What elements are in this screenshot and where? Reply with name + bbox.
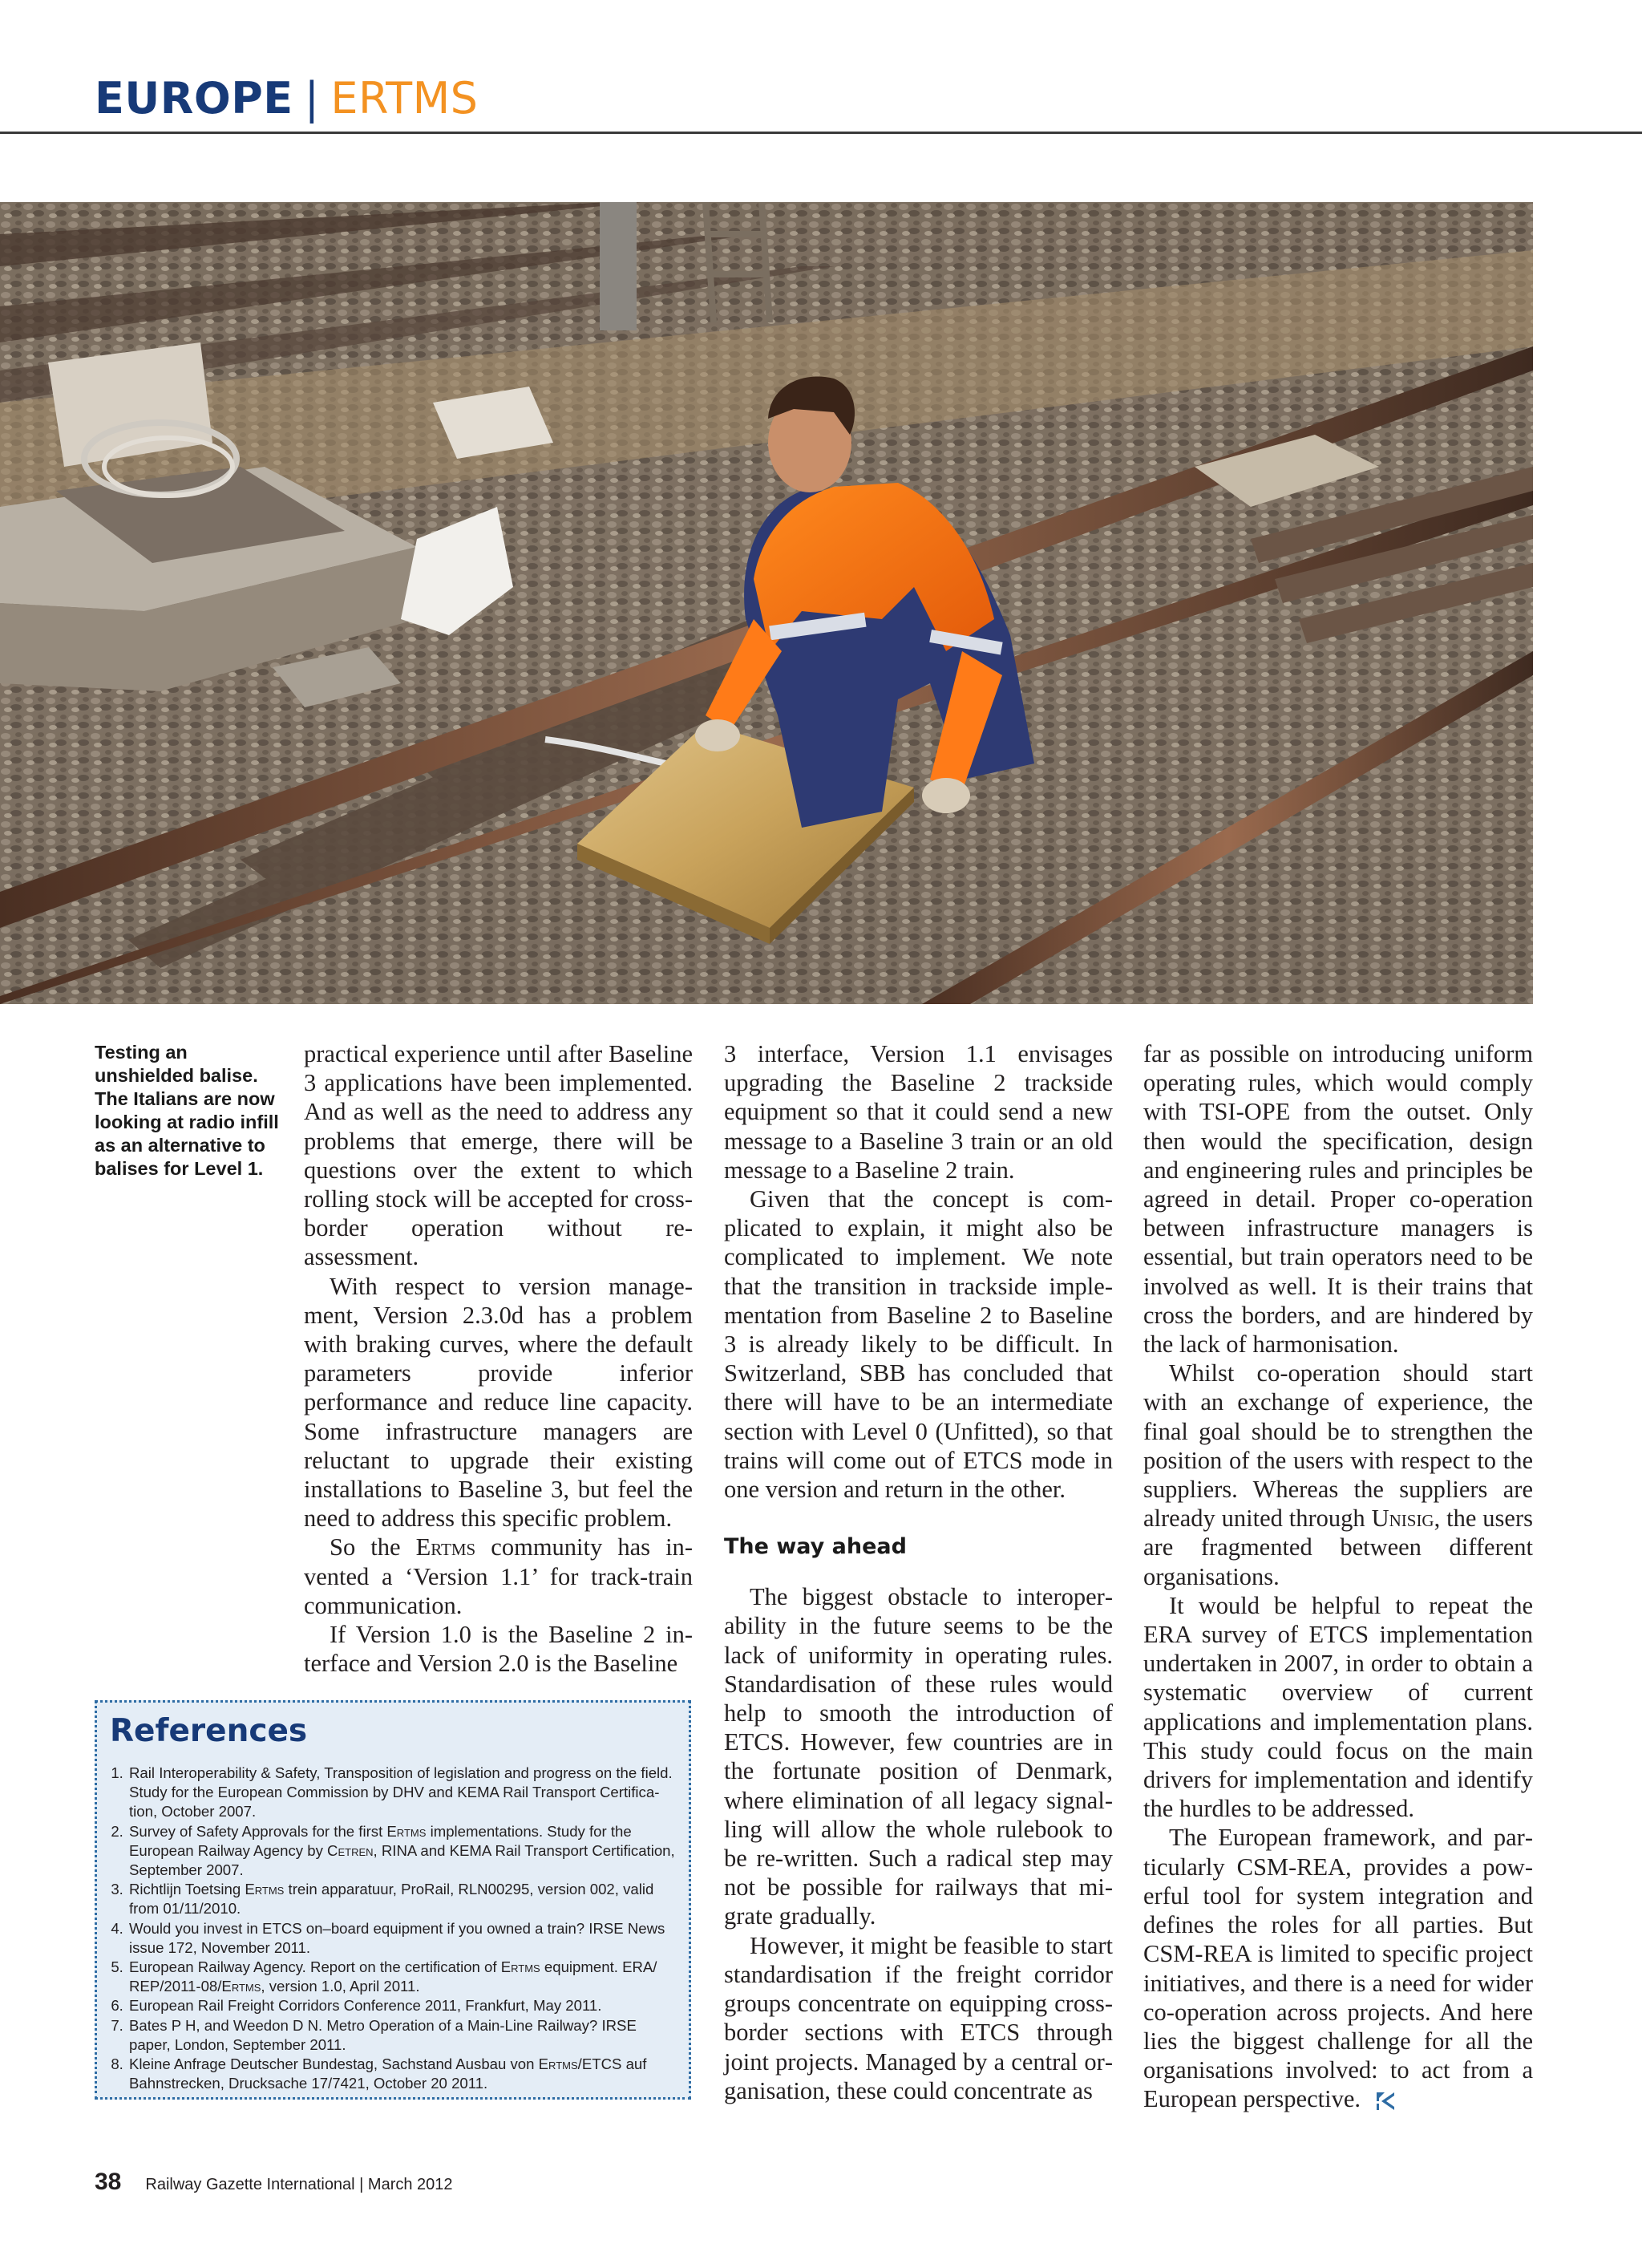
reference-item: 1. Rail Interoperability & Safety, Transposition of legislation and progress on the field. Study for the European Commission by DHV and KEMA Rail Transport Certification, October 2007. [127,1764,677,1822]
paragraph: 3 interface, Version 1.1 envisages upgrading the Baseline 2 trackside equipment so that it could send a new message to a Baseline 3 train or an old message to a Baseline 2 train. [724,1040,1113,1184]
paragraph: Whilst co-operation should start with an exchange of experience, the final goal should be to strengthen the position of the users with respect to the suppliers. Whereas the suppliers are already united through Unisig, the users are fragmented between different organisations. [1143,1359,1533,1590]
paragraph: far as possible on introducing uniform operating rules, which would comply with TSI-OPE from the outset. Only then would the specification, design and engineering rules and principles be agreed in detail. Proper co-operation between infrastructure managers is essential, but train operators need to be involved as well. It is their trains that cross the borders, and are hindered by the lack of harmonisation. [1143,1040,1533,1359]
page-footer [95,2169,453,2201]
paragraph: practical experience until after Baseline 3 applications have been implemented. And as well as the need to address any problems that emerge, there will be questions over the extent to which rolling stock will be accepted for cross-border operation without re-assessment. [304,1040,693,1271]
photo-caption: Testing an unshielded balise. The Italians are now looking at radio infill as an alternative to balises for Level 1. [95,1042,279,1179]
article-photo [0,202,1533,1004]
header-separator: | [304,73,320,124]
reference-item: 5. European Railway Agency. Report on the certification of Ertms equipment. ERA/ REP/2011-08/Ertms, version 1.0, April 2011. [127,1958,677,1996]
paragraph: However, it might be feasible to start standardisation if the freight corridor groups concentrate on equipping cross-border sections with ETCS through joint projects. Managed by a central organisation, these could concentrate as [724,1931,1113,2104]
paragraph: The European framework, and particularly CSM-REA, provides a powerful tool for system integration and defines the roles for all parties. But CSM-REA is limited to specific project initiatives, and there is a need for wider co-operation across projects. And here lies the biggest challenge for all the organisations involved: to act from a European perspective. [1143,1824,1533,2113]
paragraph: If Version 1.0 is the Baseline 2 interface and Version 2.0 is the Baseline [304,1621,693,1678]
reference-item: 2. Survey of Safety Approvals for the first Ertms implementations. Study for the European Railway Agency by Cetren, RINA and KEMA Rail Transport Certification, September 2007. [127,1822,677,1881]
header-rule [0,132,1642,134]
section-label: EUROPE [95,73,293,124]
subheading: The way ahead [724,1534,907,1560]
references-list [110,1764,677,2093]
publication-line: Railway Gazette International | March 2012 [145,2176,453,2193]
reference-item: 3. Richtlijn Toetsing Ertms trein apparatuur, ProRail, RLN00295, version 002, valid from 01/11/2010. [127,1880,677,1918]
section-header [95,71,478,127]
references-box [95,1700,691,2100]
paragraph: With respect to version management, Version 2.3.0d has a problem with braking curves, where the default parameters provide inferior performance and reduce line capacity. Some infrastructure managers are reluctant to upgrade their existing installations to Baseline 3, but feel the need to address this specific problem. [304,1272,693,1533]
page-number: 38 [95,2169,122,2195]
paragraph: So the Ertms community has invented a ‘Version 1.1’ for track-train communication. [304,1533,693,1619]
article-column-3 [1143,1039,1533,2114]
article-column-1 [304,1039,693,1678]
references-title: References [110,1713,308,1749]
reference-item: 8. Kleine Anfrage Deutscher Bundestag, Sachstand Ausbau von Ertms/ETCS auf Bahnstrecken, Drucksache 17/7421, October 20 2011. [127,2055,677,2093]
end-of-article-icon [1375,2091,1396,2112]
paragraph: It would be helpful to repeat the ERA survey of ETCS implementation undertaken in 2007, in order to obtain a systematic overview of current applications and implementation plans. This study could focus on the main drivers for implementation and identify the hurdles to be addressed. [1143,1591,1533,1823]
reference-item: 6. European Rail Freight Corridors Conference 2011, Frankfurt, May 2011. [127,1996,677,2015]
reference-item: 7. Bates P H, and Weedon D N. Metro Operation of a Main-Line Railway? IRSE paper, London, September 2011. [127,2016,677,2055]
small-caps-term: Ertms [415,1533,476,1561]
paragraph: Given that the concept is complicated to explain, it might also be complicated to implement. We note that the transition in trackside implementation from Baseline 2 to Baseline 3 is already likely to be difficult. In Switzerland, SBB has concluded that there will have to be an intermediate section with Level 0 (Unfitted), so that trains will come out of ETCS mode in one version and return in the other. [724,1185,1113,1504]
article-column-2 [724,1039,1113,2105]
photo-illustration [0,202,1533,1004]
paragraph: The biggest obstacle to interoperability in the future seems to be the lack of uniformity in operating rules. Standardisation of these rules would help to smooth the introduction of ETCS. However, few countries are in the fortunate position of Denmark, where elimination of all legacy signalling will allow the whole rulebook to be re-written. Such a radical step may not be possible for railways that migrate gradually. [724,1583,1113,1930]
small-caps-term: Unisig [1371,1505,1434,1533]
reference-item: 4. Would you invest in ETCS on–board equipment if you owned a train? IRSE News issue 172, November 2011. [127,1919,677,1958]
topic-label: ERTMS [330,73,479,124]
